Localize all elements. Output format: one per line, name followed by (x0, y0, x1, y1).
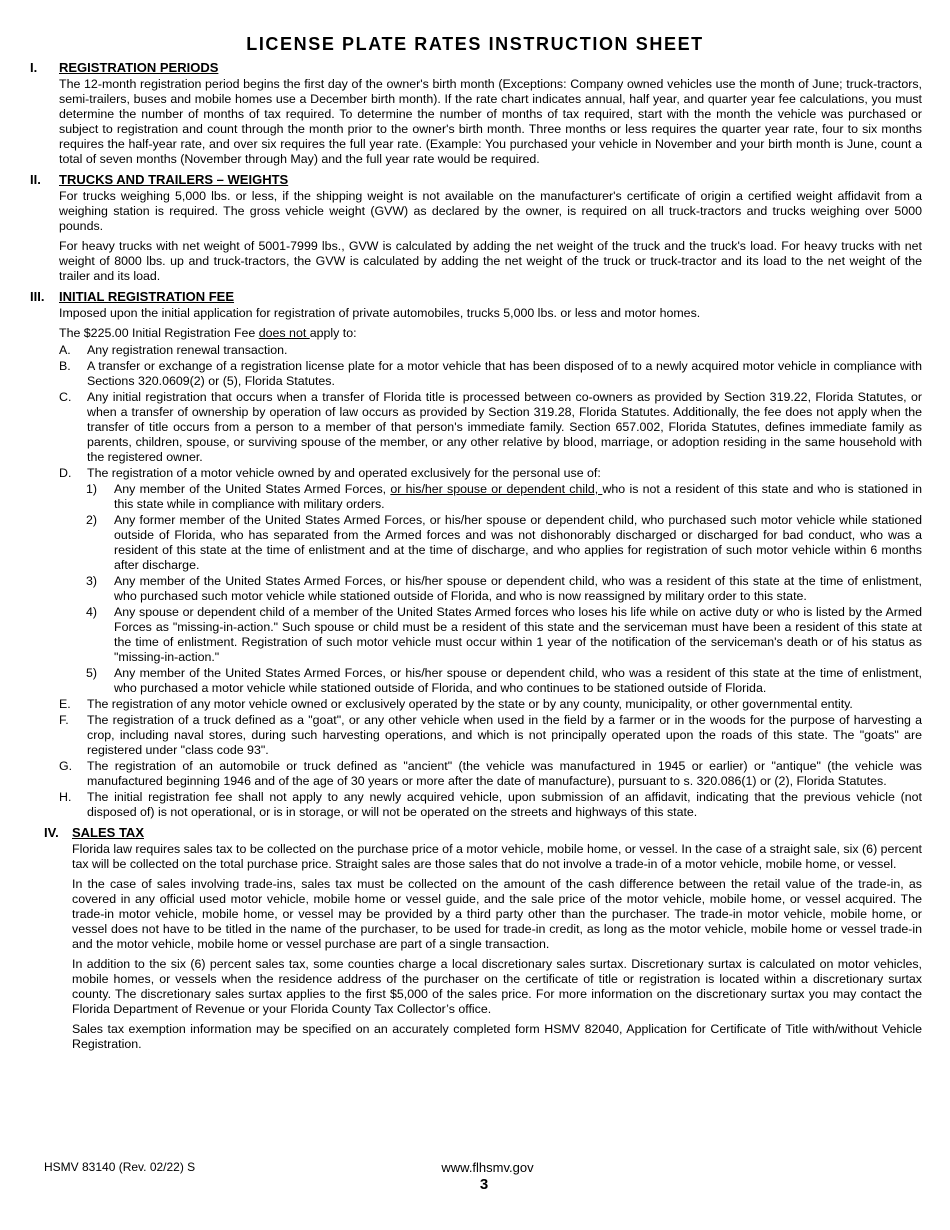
paragraph: For trucks weighing 5,000 lbs. or less, if the shipping weight is not available on the manufacturer's certificate of origin a certified weight affidavit from a weighing station is required. The gross vehicle weight (GVW) as declared by the owner, is required on all truck-tractors and trucks weighing over 5000 pounds. (59, 189, 922, 233)
list-item (59, 466, 922, 481)
section-initial-registration-fee (30, 289, 922, 820)
item-text: The registration of any motor vehicle owned or exclusively operated by the state or by any county, municipality, or other governmental entity. (87, 697, 853, 711)
item-label: H. (59, 790, 72, 804)
item-text: The registration of a motor vehicle owned by and operated exclusively for the personal use of: (87, 466, 601, 480)
item-label: F. (59, 713, 69, 727)
list-item (59, 759, 922, 789)
item-label: D. (59, 466, 72, 480)
item-label: C. (59, 390, 72, 404)
section-title: TRUCKS AND TRAILERS – WEIGHTS (59, 172, 289, 187)
text-run: who is not a resident of this state and who is stationed in this state while in compliance with military orders. (114, 482, 922, 511)
section-number: II. (30, 172, 41, 187)
list-item (59, 790, 922, 820)
paragraph: Sales tax exemption information may be specified on an accurately completed form HSMV 82040, Application for Certificate of Title with/without Vehicle Registration. (72, 1022, 922, 1051)
item-label: G. (59, 759, 73, 773)
text-run: apply to: (309, 326, 357, 340)
page-title: LICENSE PLATE RATES INSTRUCTION SHEET (246, 34, 704, 54)
section-title: INITIAL REGISTRATION FEE (59, 289, 235, 304)
item-label: E. (59, 697, 71, 711)
section-title: SALES TAX (72, 825, 144, 840)
paragraph (59, 326, 922, 341)
list-item (59, 343, 922, 358)
item-label: 5) (86, 666, 98, 680)
list-item (59, 390, 922, 465)
text-run: Any member of the United States Armed Forces, (114, 482, 391, 496)
sub-list-item (59, 482, 922, 512)
paragraph: For heavy trucks with net weight of 5001-7999 lbs., GVW is calculated by adding the net weight of the truck and the truck's load. For heavy trucks with net weight of 8000 lbs. up and truck-tractors, the GVW is calculated by adding the net weight of the truck or truck-tractor and its load to the net weight of the trailer and its load. (59, 239, 922, 283)
section-heading (30, 60, 922, 77)
section-number: I. (30, 60, 38, 75)
item-label: B. (59, 359, 71, 373)
list-item (59, 697, 922, 712)
section-trucks-trailers-weights (30, 172, 922, 284)
section-heading (30, 172, 922, 189)
item-label: 2) (86, 513, 98, 527)
section-number: III. (30, 289, 45, 304)
list-item (59, 713, 922, 758)
section-heading (30, 825, 922, 842)
sub-list-item (59, 666, 922, 696)
section-number: IV. (44, 825, 59, 840)
sub-list-item (59, 574, 922, 604)
section-sales-tax (30, 825, 922, 1052)
sub-list-item (59, 605, 922, 665)
item-label: A. (59, 343, 71, 357)
item-text: Any registration renewal transaction. (87, 343, 288, 357)
item-text: The registration of a truck defined as a "goat", or any other vehicle when used in the field by a farmer or in the woods for the purpose of harvesting a crop, including naval stores, during such harvesting operations, and which is not principally operated upon the roads of this state. The "goats" are registered under "class code 93". (87, 713, 922, 757)
sub-list-item (59, 513, 922, 573)
item-text: The initial registration fee shall not apply to any newly acquired vehicle, upon submission of an affidavit, indicating that the previous vehicle (not disposed of) is not operational, or is in storage, or will not be operated on the streets and highways of this state. (87, 790, 922, 819)
paragraph: Florida law requires sales tax to be collected on the purchase price of a motor vehicle, mobile home, or vessel. In the case of a straight sale, six (6) percent tax will be collected on the total purchase price. Straight sales are those sales that do not involve a trade-in of a motor vehicle, mobile home, or vessel. (72, 842, 922, 871)
paragraph: Imposed upon the initial application for registration of private automobiles, trucks 5,000 lbs. or less and motor homes. (59, 306, 701, 320)
item-label: 1) (86, 482, 98, 496)
item-text: Any member of the United States Armed Forces, or his/her spouse or dependent child, who was a resident of this state at the time of enlistment, who purchased a motor vehicle while stationed outside of Florida, and who continues to be stationed outside of Florida. (114, 666, 922, 695)
paragraph: In the case of sales involving trade-ins, sales tax must be collected on the amount of the cash difference between the retail value of the trade-in, as covered in any official used motor vehicle, mobile home or vessel guide, and the sale price of the motor vehicle, mobile home, or vessel acquired. The trade-in motor vehicle, mobile home, or vessel may be provided by a third party other than the purchaser. The trade-in motor vehicle, mobile home, or vessel does not have to be titled in the name of the purchaser, to be used for trade-in credit, as long as the motor vehicle, mobile home or vessel trade-in and the motor vehicle, mobile home or vessel purchase are part of a single transaction. (72, 877, 922, 951)
item-text: Any former member of the United States Armed Forces, or his/her spouse or dependent child, who purchased such motor vehicle while stationed outside of Florida, who has separated from the Armed forces and was not dishonorably discharged or discharged for bad conduct, who was a resident of this state at the time of enlistment and at the time of discharge, and who applies for registration of such motor vehicle within 6 months after discharge. (114, 513, 922, 572)
item-text: Any spouse or dependent child of a member of the United States Armed forces who loses his life while on active duty or who is listed by the Armed Forces as "missing-in-action." Such spouse or child must be a resident of this state and the serviceman must have been a resident of this state at the time of enlistment. Registration of such motor vehicle must occur within 1 year of the notification of the serviceman's death or of his status as "missing-in-action." (114, 605, 922, 664)
page-number: 3 (479, 1176, 489, 1193)
form-number: HSMV 83140 (Rev. 02/22) S (44, 1160, 196, 1174)
item-label: 4) (86, 605, 98, 619)
item-label: 3) (86, 574, 98, 588)
item-text: The registration of an automobile or truck defined as "ancient" (the vehicle was manufactured in 1945 or earlier) or "antique" (the vehicle was manufactured beginning 1946 and of the age of 30 years or more after the date of manufacture), pursuant to s. 320.086(1) or (2), Florida Statutes. (87, 759, 922, 788)
paragraph: In addition to the six (6) percent sales tax, some counties charge a local discretionary sales surtax. Discretionary surtax is calculated on motor vehicles, mobile homes, or vessels when the residence address of the purchaser on the certificate of title or registration is located within a discretionary surtax county. The discretionary sales surtax applies to the first $5,000 of the sales price. For more information on the discretionary surtax you may contact the Florida Department of Revenue or your Florida County Tax Collector’s office. (72, 957, 922, 1016)
section-registration-periods (30, 60, 922, 167)
paragraph: The 12-month registration period begins the first day of the owner's birth month (Exceptions: Company owned vehicles use the month of June; truck-tractors, semi-trailers, buses and mobile homes use a December birth month). If the rate chart indicates annual, half year, and quarter year fee calculations, you must determine the number of months of tax required. To determine the number of months of tax required, start with the month the vehicle was purchased or subject to registration and count through the month prior to the owner's birth month. Three months or less requires the quarter year rate, four to six months requires the half-year rate, and over six requires the full year rate. (Example: You purchased your vehicle in November and your birth month is June, count a total of seven months (November through May) and the full year rate would be required. (59, 77, 922, 166)
website-url: www.flhsmv.gov (441, 1160, 534, 1175)
item-text: Any initial registration that occurs when a transfer of Florida title is processed between co-owners as provided by Section 319.22, Florida Statutes, or when a transfer of ownership by operation of law occurs as provided by Section 319.28, Florida Statutes. Additionally, the fee does not apply when the transfer of title occurs from a person to a member of that person's immediate family. Section 657.002, Florida Statutes, defines immediate family as parents, children, spouse, or surviving spouse of the member, or any other relative by blood, marriage, or adoption residing in the same household with the registered owner. (87, 390, 922, 464)
list-item (59, 359, 922, 389)
document-body (30, 58, 922, 1057)
underlined-text: does not (258, 326, 310, 340)
section-heading (30, 289, 922, 306)
item-text: Any member of the United States Armed Forces, or his/her spouse or dependent child, who was a resident of this state at the time of enlistment, who purchased such motor vehicle while stationed outside of Florida, and who is now reassigned by military order to this state. (114, 574, 922, 603)
item-text: A transfer or exchange of a registration license plate for a motor vehicle that has been disposed of to a newly acquired motor vehicle in compliance with Sections 320.0609(2) or (5), Florida Statutes. (87, 359, 922, 388)
underlined-text: or his/her spouse or dependent child, (390, 482, 603, 496)
text-run: The $225.00 Initial Registration Fee (59, 326, 259, 340)
section-title: REGISTRATION PERIODS (59, 60, 219, 75)
